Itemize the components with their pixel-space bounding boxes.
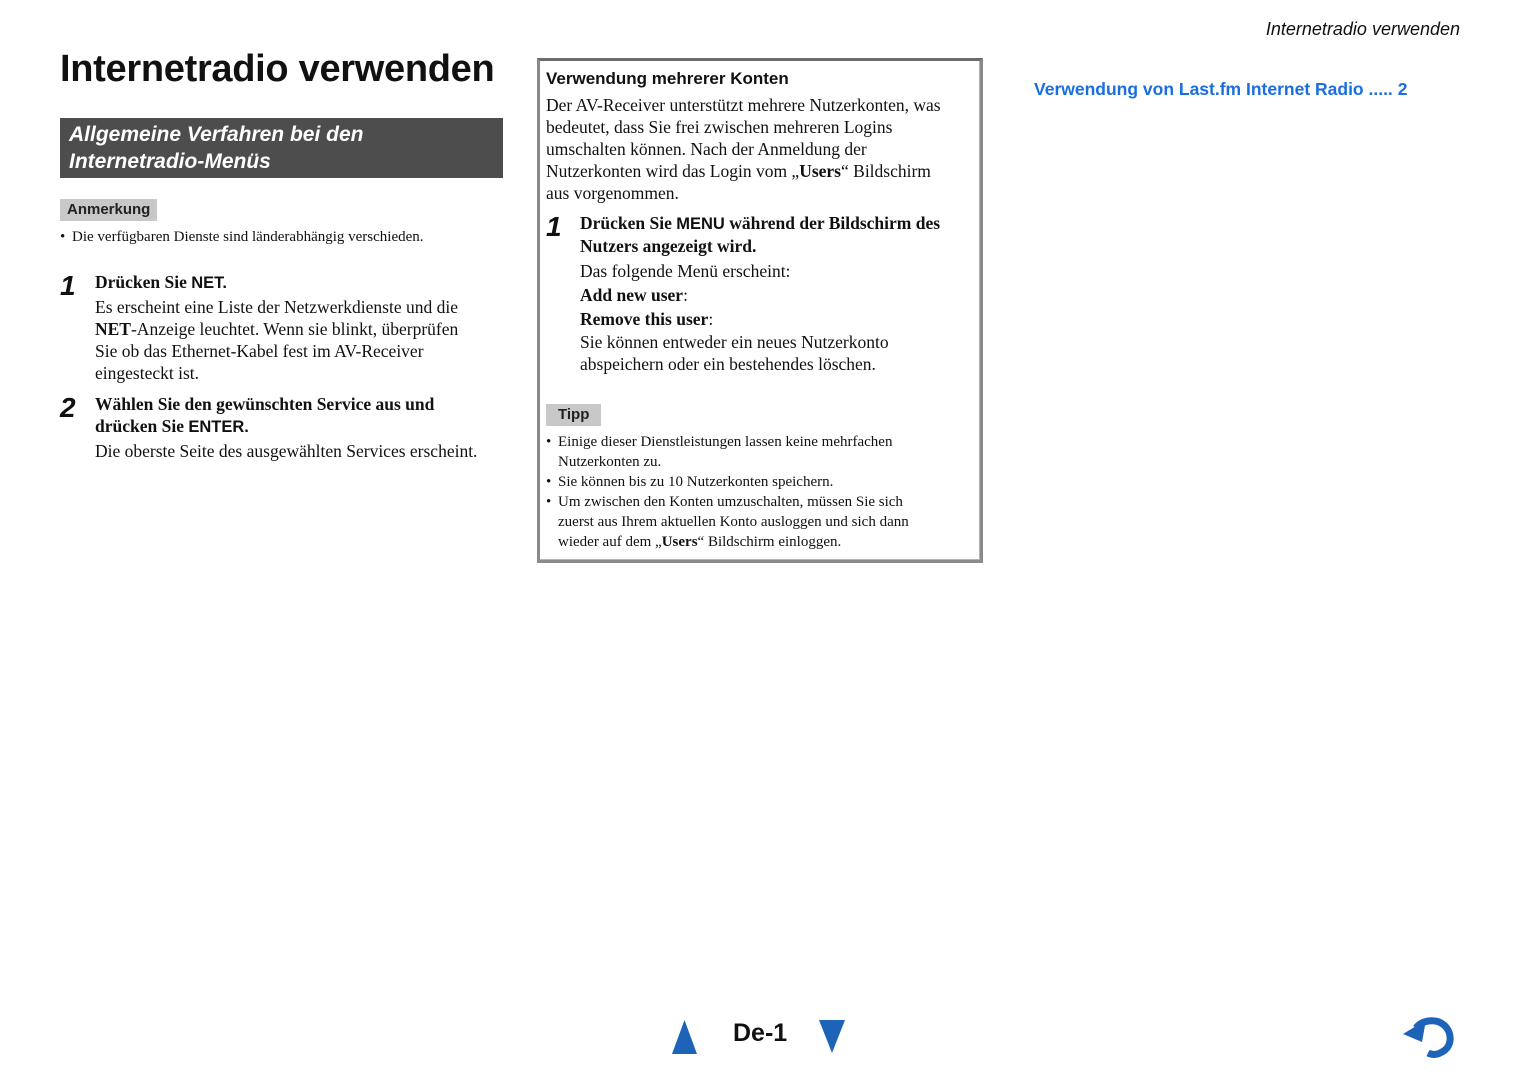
menu-option-add [580,283,980,307]
intro-text: Nutzerkonten wird das Login vom „ [546,161,800,181]
menu-intro: Das folgende Menü erscheint: [580,261,791,281]
running-header: Internetradio verwenden [1265,19,1460,39]
tip-line [558,532,966,552]
step-heading-line [580,212,980,235]
desc-line: Sie ob das Ethernet-Kabel fest im AV-Receiver [95,341,424,361]
step-heading-line [95,415,515,438]
enter-key: ENTER. [188,418,249,436]
desc-line: Sie können entweder ein neues Nutzerkonto [580,332,889,352]
intro-line: aus vorgenommen. [546,183,679,203]
section-heading-line2: Internetradio-Menüs [69,150,271,173]
step-heading-line: Nutzers angezeigt wird. [580,236,757,256]
note-label: Anmerkung [60,199,157,221]
down-triangle-icon[interactable] [819,1020,845,1053]
step-heading-text: während der Bildschirm des [724,213,941,233]
up-triangle-icon[interactable] [672,1020,697,1054]
toc-link-lastfm[interactable] [1034,79,1407,100]
intro-text: “ Bildschirm [841,161,931,181]
step-heading [580,212,980,257]
toc-dots: ..... [1363,79,1393,99]
tip-list [546,432,966,552]
tip-line: • Um zwischen den Konten umzuschalten, müssen Sie sich [558,494,903,510]
step-heading-text: Drücken Sie [580,213,677,233]
menu-option-remove [580,307,980,331]
option-label: Add new user [580,285,684,305]
toc-link-text[interactable]: Verwendung von Last.fm Internet Radio [1034,79,1364,99]
tip-line: Nutzerkonten zu. [558,454,662,470]
section-heading [60,118,503,178]
option-colon: : [708,309,714,329]
users-screen-name: Users [799,161,841,181]
desc-text: -Anzeige leuchtet. Wenn sie blinkt, überprüfen [130,319,459,339]
intro-line: umschalten können. Nach der Anmeldung der [546,139,867,159]
tip-text: “ Bildschirm einloggen. [697,534,842,550]
toc-page-number[interactable]: 2 [1397,79,1408,99]
net-key: NET. [191,274,228,292]
option-label: Remove this user [580,309,709,329]
step-number: 1 [546,211,562,242]
step-heading [95,271,515,294]
desc-line: abspeichern oder ein bestehendes löschen. [580,354,876,374]
tip-label: Tipp [546,404,601,426]
option-description [580,331,980,375]
desc-line [95,318,515,340]
menu-key: MENU [676,215,725,233]
users-screen-name: Users [661,534,698,550]
intro-line [546,160,974,182]
note-item: • Die verfügbaren Dienste sind länderabhängig verschieden. [60,227,424,247]
step-number: 2 [60,392,76,423]
tip-item [546,492,966,552]
page-number: De-1 [733,1019,788,1047]
step-heading-text: Drücken Sie [95,272,192,292]
desc-line: eingesteckt ist. [95,363,200,383]
note-list [60,227,424,247]
intro-line: Der AV-Receiver unterstützt mehrere Nutzerkonten, was [546,95,941,115]
intro-line: bedeutet, dass Sie frei zwischen mehreren Logins [546,117,893,137]
tip-text: wieder auf dem „ [558,534,662,550]
step-heading-text: drücken Sie [95,416,189,436]
option-colon: : [683,285,688,305]
box-intro [546,94,974,204]
page-title: Internetradio verwenden [60,48,495,90]
step-description [580,259,980,375]
tip-line: zuerst aus Ihrem aktuellen Konto ausloggen und sich dann [558,514,909,530]
tip-item [546,432,966,472]
section-heading-line1: Allgemeine Verfahren bei den [69,123,364,146]
step-heading [95,393,515,438]
step-description [95,296,515,384]
return-arrow-icon[interactable] [1402,1012,1456,1058]
step-description: Die oberste Seite des ausgewählten Services erscheint. [95,441,478,461]
tip-item: • Sie können bis zu 10 Nutzerkonten speichern. [546,472,966,492]
net-indicator: NET [95,319,131,339]
desc-line: Es erscheint eine Liste der Netzwerkdienste und die [95,297,458,317]
step-number: 1 [60,270,76,301]
tip-line: • Einige dieser Dienstleistungen lassen keine mehrfachen [558,434,893,450]
box-heading: Verwendung mehrerer Konten [546,69,789,88]
step-heading-line: Wählen Sie den gewünschten Service aus und [95,394,435,414]
